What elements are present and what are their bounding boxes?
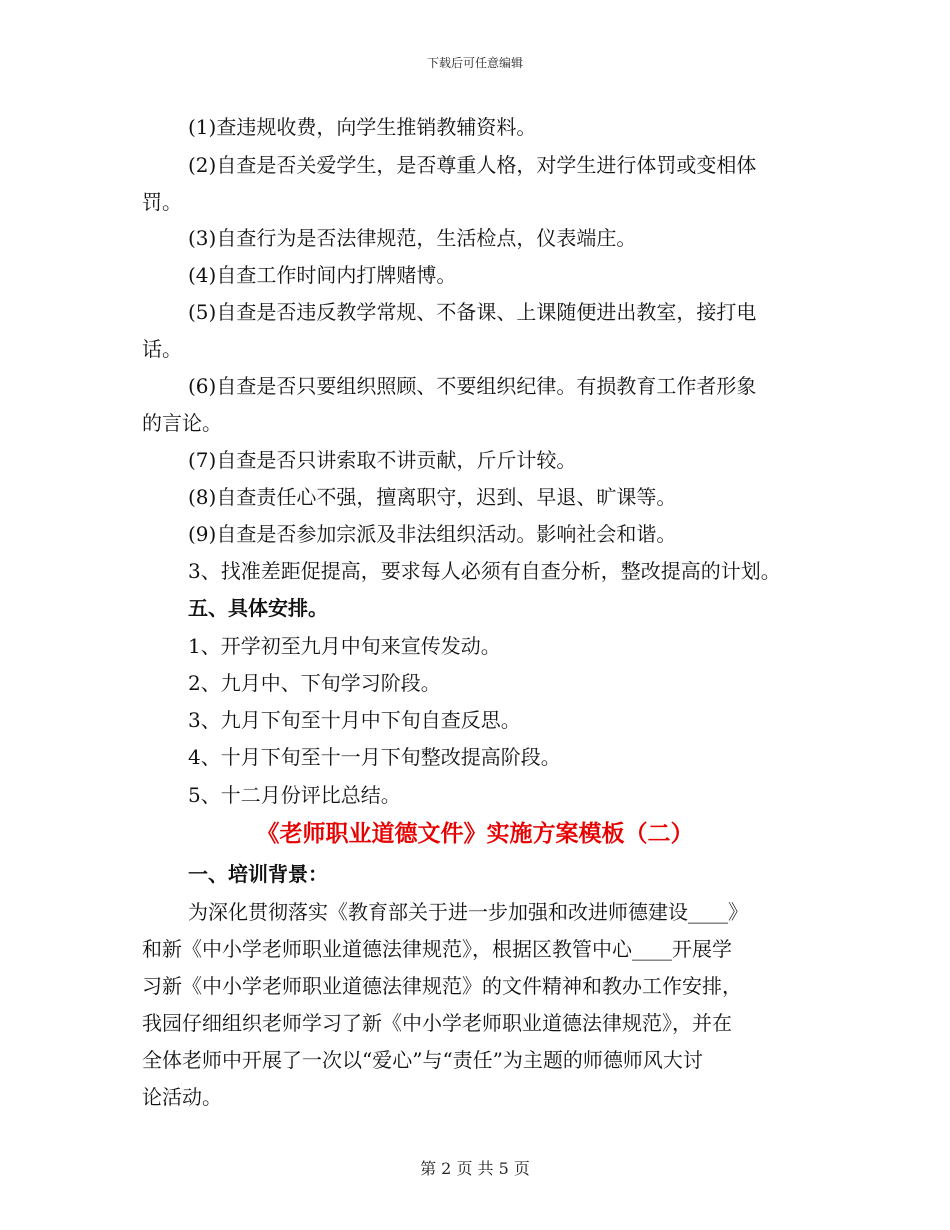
text-line: 为深化贯彻落实《教育部关于进一步加强和改进师德建设____》 [188, 900, 748, 924]
text-line: (6)自查是否只要组织照顾、不要组织纪律。有损教育工作者形象 [188, 374, 757, 398]
text-line: (5)自查是否违反教学常规、不备课、上课随便进出教室，接打电 [188, 300, 757, 324]
text-line: 话。 [142, 337, 182, 361]
text-line: 我园仔细组织老师学习了新《中小学老师职业道德法律规范》，并在 [142, 1011, 732, 1035]
text-line: (4)自查工作时间内打牌赌博。 [188, 263, 457, 287]
text-line: 2、九月中、下旬学习阶段。 [188, 671, 441, 695]
text-line: 和新《中小学老师职业道德法律规范》，根据区教管中心____开展学 [142, 937, 732, 961]
page-footer: 第 2 页 共 5 页 [420, 1159, 530, 1178]
text-line: 1、开学初至九月中旬来宣传发动。 [188, 634, 501, 658]
section-heading: 一、培训背景： [188, 862, 328, 886]
text-line: (1)查违规收费，向学生推销教辅资料。 [188, 115, 537, 139]
text-line: 罚。 [142, 190, 182, 214]
section-heading: 五、具体安排。 [188, 596, 328, 620]
text-line: (9)自查是否参加宗派及非法组织活动。影响社会和谐。 [188, 522, 677, 546]
text-line: (3)自查行为是否法律规范，生活检点，仪表端庄。 [188, 226, 637, 250]
text-line: 5、十二月份评比总结。 [188, 783, 401, 807]
text-line: 4、十月下旬至十一月下旬整改提高阶段。 [188, 745, 561, 769]
text-line: (2)自查是否关爱学生，是否尊重人格，对学生进行体罚或变相体 [188, 153, 757, 177]
text-line: (7)自查是否只讲索取不讲贡献，斤斤计较。 [188, 448, 577, 472]
document-title: 《老师职业道德文件》实施方案模板（二） [256, 820, 694, 847]
page-header: 下载后可任意编辑 [426, 56, 523, 70]
text-line: 的言论。 [142, 411, 222, 435]
text-line: 论活动。 [142, 1085, 222, 1109]
text-line: (8)自查责任心不强，擅离职守，迟到、早退、旷课等。 [188, 485, 677, 509]
text-line: 3、九月下旬至十月中下旬自查反思。 [188, 708, 521, 732]
text-line: 习新《中小学老师职业道德法律规范》的文件精神和教办工作安排， [142, 974, 742, 998]
text-line: 3、找准差距促提高，要求每人必须有自查分析，整改提高的计划。 [188, 559, 781, 583]
text-line: 全体老师中开展了一次以“爱心”与“责任”为主题的师德师风大讨 [142, 1048, 703, 1072]
